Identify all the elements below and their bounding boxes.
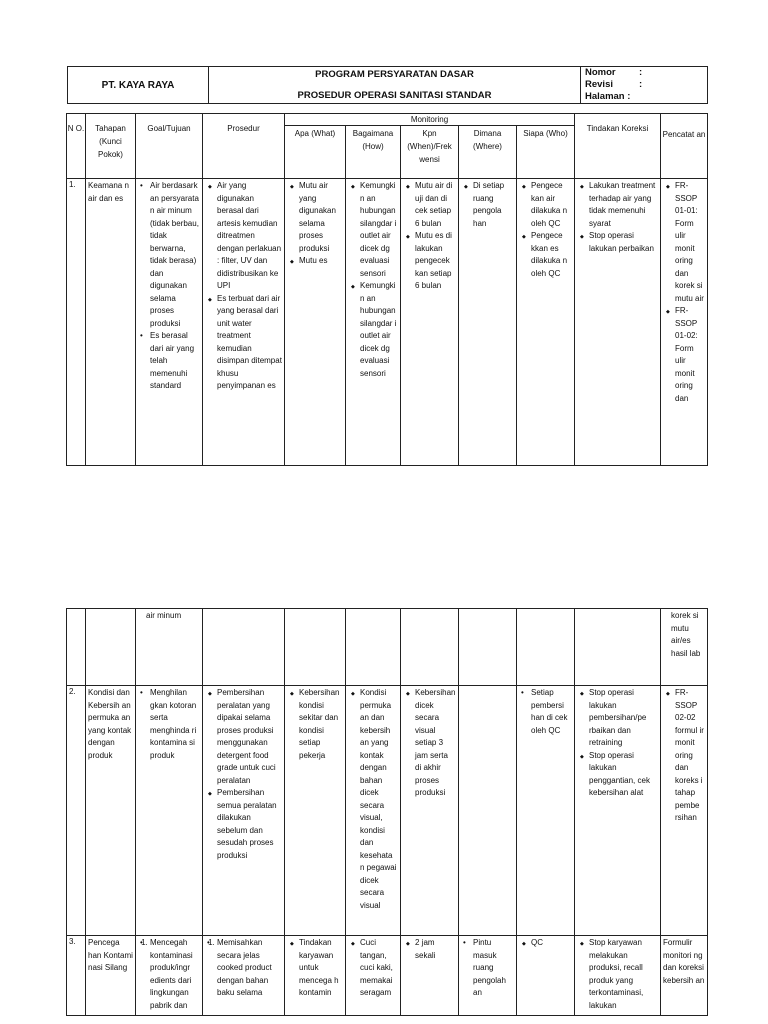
col-apa: Apa (What) — [285, 126, 346, 179]
list-item: ◆ Mutu air yang digunakan selama proses produksi — [299, 180, 343, 255]
company-name: PT. KAYA RAYA — [68, 67, 209, 104]
col-dimana: Dimana (Where) — [459, 126, 517, 179]
list-item: ◆ Stop operasi lakukan perbaikan — [589, 230, 658, 255]
list-item: • 1. Mencegah kontaminasi produk/ingr edients dari lingkungan pabrik dan — [150, 937, 200, 1012]
col-kpn: Kpn (When)/Frek wensi — [401, 126, 459, 179]
ssop-table-page-1 — [66, 113, 708, 466]
program-title: PROGRAM PERSYARATAN DASAR — [315, 69, 474, 80]
document-meta: Nomor : Revisi : Halaman : — [581, 67, 708, 104]
list-item: ◆ Tindakan karyawan untuk mencega h kontamin — [299, 937, 343, 1000]
col-goal: Goal/Tujuan — [136, 114, 203, 179]
list-item: ◆ FR-SSOP 01-02: Form ulir monit oring dan — [675, 305, 705, 405]
list-item: ◆ Pembersihan semua peralatan dilakukan sebelum dan sesudah proses produksi — [217, 787, 282, 862]
list-item: ◆ Pengece kkan es dilakuka n oleh QC — [531, 230, 572, 280]
nomor-label: Nomor — [585, 67, 616, 78]
col-prosedur: Prosedur — [203, 114, 285, 179]
list-item: ◆ Kebersihan kondisi sekitar dan kondisi setiap pekerja — [299, 687, 343, 762]
list-item: • Pintu masuk ruang pengolah an — [473, 937, 514, 1000]
list-item: ◆ Stop operasi lakukan pembersihan/pe rbaikan dan retraining — [589, 687, 658, 750]
list-item: ◆ FR-SSOP 01-01: Form ulir monit oring dan korek si mutu air — [675, 180, 705, 305]
col-no: N O. — [67, 114, 86, 179]
list-item: ◆ Kemungkin an hubungan silangdar i outlet air dicek dg evaluasi sensori — [360, 180, 398, 280]
list-item: • Es berasal dari air yang telah memenuhi standard — [150, 330, 200, 393]
list-item: ◆ 2 jam sekali — [415, 937, 456, 962]
list-item: ◆ Mutu air di uji dan di cek setiap 6 bulan — [415, 180, 456, 230]
list-item: ◆ Es terbuat dari air yang berasal dari unit water treatment kemudian disimpan ditempat khusu penyimpanan es — [217, 293, 282, 393]
list-item: ◆ Mutu es di lakukan pengecek kan setiap 6 bulan — [415, 230, 456, 293]
list-item: ◆ Kondisi permuka an dan kebersih an yang kontak dengan bahan dicek secara visual, kondisi dan kesehata n pegawai dicek secara visual — [360, 687, 398, 912]
revisi-label: Revisi — [585, 79, 613, 90]
table-row: 1. Keamana n air dan es • Air berdasark an persyarata n air minum (tidak berbau, tidak berwarna, tidak berasa) dan digunakan selama proses produksi • Es berasal dari air yang telah memenuhi standard ◆ Air yang digunakan berasal dari artesis kemudian ditreatmen dengan perlakuan : filter, UV dan didistribusikan ke UPI ◆ Es terbuat dari air yang berasal dari unit water treatment kemudian disimpan ditempat khusu penyimpanan es ◆ Mutu air yang digunakan selama proses produksi ◆ Mutu es ◆ Kemungkin an hubungan silangdar i outlet air dicek dg evaluasi sensori ◆ Kemungkin an hubungan silangdar i outlet air dicek dg evaluasi sensori ◆ Mutu air di uji dan di cek setiap 6 bulan ◆ Mutu es di lakukan pengecek kan setiap 6 bulan ◆ Di setiap ruang pengola han ◆ Pengece kan air dilakuka n oleh QC ◆ Pengece kkan es dilakuka n oleh QC ◆ Lakukan treatment terhadap air yang tidak memenuhi syarat ◆ Stop operasi lakukan perbaikan ◆ FR-SSOP 01-01: Form ulir monit oring dan korek si mutu air ◆ FR-SSOP 01-02: Form ulir monit oring dan — [67, 179, 708, 466]
ssop-table-page-2 — [66, 608, 708, 1016]
list-item: ◆ Stop operasi lakukan penggantian, cek kebersihan alat — [589, 750, 658, 800]
list-item: ◆ Di setiap ruang pengola han — [473, 180, 514, 230]
list-item: ◆ Kemungkin an hubungan silangdar i outlet air dicek dg evaluasi sensori — [360, 280, 398, 380]
halaman-label: Halaman : — [585, 91, 631, 102]
list-item: ◆ Kebersihan dicek secara visual setiap 3 jam serta di akhir proses produksi — [415, 687, 456, 800]
col-pencatatan: Pencatat an — [661, 114, 708, 179]
document-header — [67, 66, 708, 104]
list-item: • Menghilan gkan kotoran serta menghinda ri kontamina si produk — [150, 687, 200, 762]
list-item: ◆ Mutu es — [299, 255, 343, 268]
col-siapa: Siapa (Who) — [517, 126, 575, 179]
list-item: ◆ Air yang digunakan berasal dari artesis kemudian ditreatmen dengan perlakuan : filter, UV dan didistribusikan ke UPI — [217, 180, 282, 293]
document-title — [209, 67, 581, 104]
col-bagaimana: Bagaimana (How) — [346, 126, 401, 179]
list-item: • Setiap pembersi han di cek oleh QC — [531, 687, 572, 737]
col-monitoring: Monitoring — [285, 114, 575, 126]
procedure-title: PROSEDUR OPERASI SANITASI STANDAR — [297, 90, 492, 101]
table-row: 3. Pencega han Kontami nasi Silang • 1. Mencegah kontaminasi produk/ingr edients dari lingkungan pabrik dan • 1. Memisahkan secara jelas cooked product dengan bahan baku selama ◆ Tindakan karyawan untuk mencega h kontamin ◆ Cuci tangan, cuci kaki, memakai seragam ◆ 2 jam sekali • Pintu masuk ruang pengolah an ◆ QC ◆ Stop karyawan melakukan produksi, recall produk yang terkontaminasi, lakukan Formulir monitori ng dan koreksi kebersih an — [67, 936, 708, 1016]
list-item: ◆ QC — [531, 937, 572, 950]
list-item: ◆ Stop karyawan melakukan produksi, recall produk yang terkontaminasi, lakukan — [589, 937, 658, 1012]
list-item: • 1. Memisahkan secara jelas cooked product dengan bahan baku selama — [217, 937, 282, 1000]
list-item: ◆ FR-SSOP 02-02 formul ir monit oring dan koreks i tahap pembe rsihan — [675, 687, 705, 825]
table-row: 2. Kondisi dan Kebersih an permuka an yang kontak dengan produk • Menghilan gkan kotoran serta menghinda ri kontamina si produk ◆ Pembersihan peralatan yang dipakai selama proses produksi menggunakan detergent food grade untuk cuci peralatan ◆ Pembersihan semua peralatan dilakukan sebelum dan sesudah proses produksi ◆ Kebersihan kondisi sekitar dan kondisi setiap pekerja ◆ Kondisi permuka an dan kebersih an yang kontak dengan bahan dicek secara visual, kondisi dan kesehata n pegawai dicek secara visual ◆ Kebersihan dicek secara visual setiap 3 jam serta di akhir proses produksi • Setiap pembersi han di cek oleh QC ◆ Stop operasi lakukan pembersihan/pe rbaikan dan retraining ◆ Stop operasi lakukan penggantian, cek kebersihan alat ◆ FR-SSOP 02-02 formul ir monit oring dan koreks i tahap pembe rsihan — [67, 686, 708, 936]
list-item: ◆ Lakukan treatment terhadap air yang tidak memenuhi syarat — [589, 180, 658, 230]
table-row: air minum korek si mutu air/es hasil lab — [67, 609, 708, 686]
list-item: ◆ Cuci tangan, cuci kaki, memakai seragam — [360, 937, 398, 1000]
col-tindakan: Tindakan Koreksi — [575, 114, 661, 179]
list-item: ◆ Pembersihan peralatan yang dipakai selama proses produksi menggunakan detergent food grade untuk cuci peralatan — [217, 687, 282, 787]
list-item: • Air berdasark an persyarata n air minum (tidak berbau, tidak berwarna, tidak berasa) dan digunakan selama proses produksi — [150, 180, 200, 330]
list-item: ◆ Pengece kan air dilakuka n oleh QC — [531, 180, 572, 230]
col-tahapan: Tahapan (Kunci Pokok) — [86, 114, 136, 179]
